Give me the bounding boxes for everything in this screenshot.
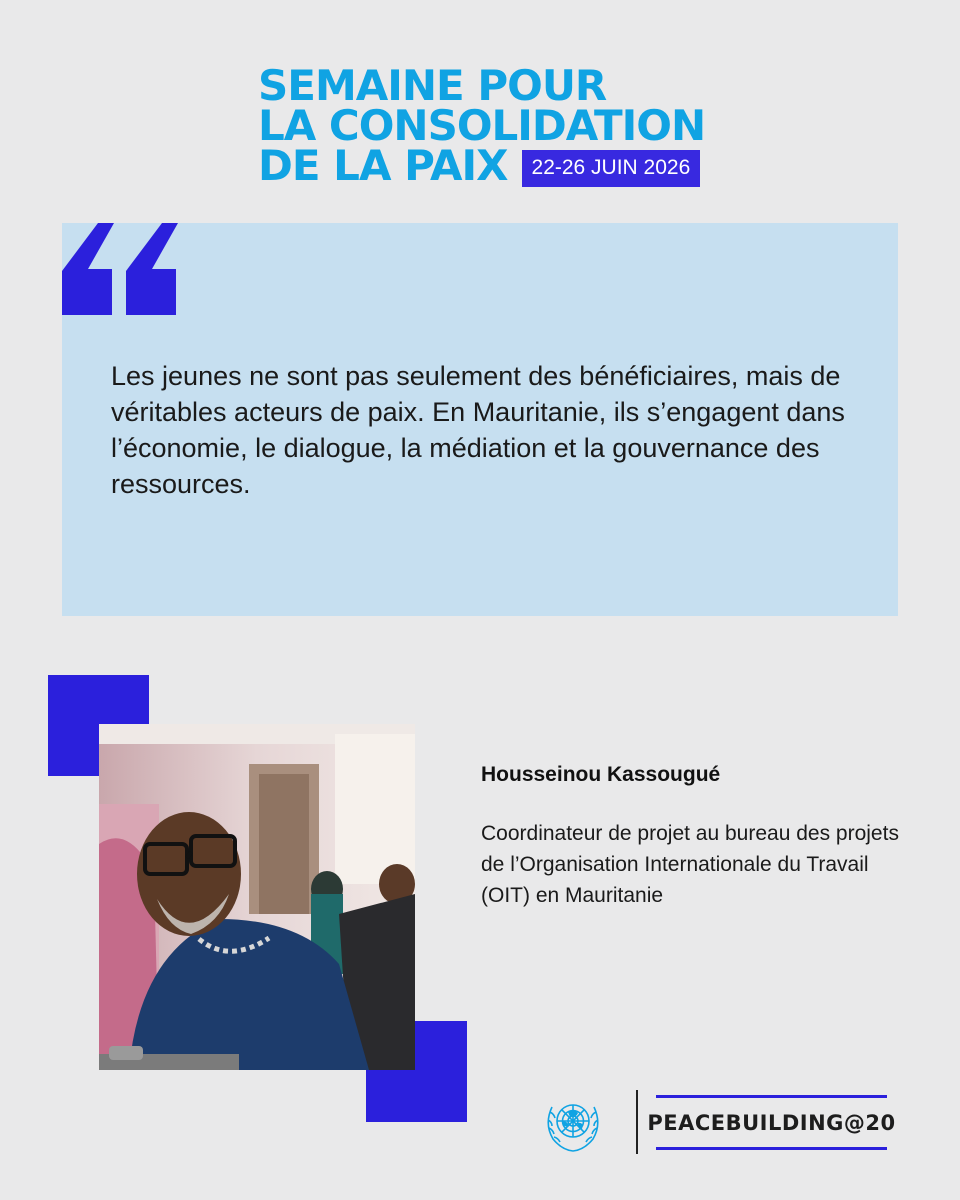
quote-mark-icon xyxy=(62,223,186,315)
person-name: Housseinou Kassougué xyxy=(481,763,721,786)
person-role: Coordinateur de projet au bureau des projets de l’Organisation Internationale du Travail (OIT) en Mauritanie xyxy=(481,822,899,907)
title-line-2: LA CONSOLIDATION xyxy=(258,101,706,150)
title-line-3: DE LA PAIX xyxy=(258,141,508,190)
un-emblem-icon xyxy=(540,1090,606,1156)
event-title xyxy=(258,61,706,190)
quote-text: Les jeunes ne sont pas seulement des bénéficiaires, mais de véritables acteurs de paix. En Mauritanie, ils s’engagent dans l’économie, le dialogue, la médiation et la gouvernance des ressources. xyxy=(111,361,845,499)
person-photo xyxy=(99,724,415,1070)
date-badge: 22-26 JUIN 2026 xyxy=(522,150,701,187)
footer-divider xyxy=(636,1090,638,1154)
peacebuilding-label: PEACEBUILDING@20 xyxy=(656,1095,887,1150)
title-line-1: SEMAINE POUR xyxy=(258,61,607,110)
title-line-3-row xyxy=(258,141,705,190)
